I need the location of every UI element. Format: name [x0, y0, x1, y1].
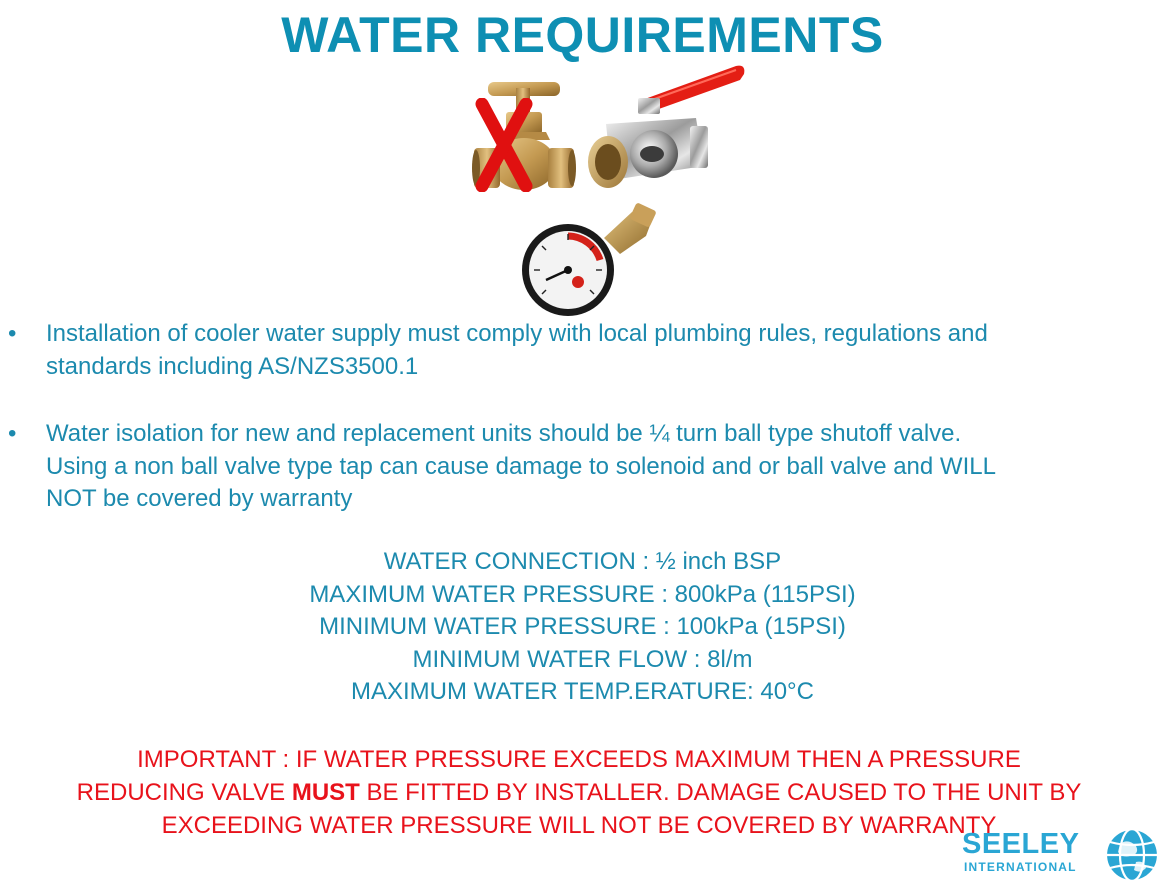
- important-line-2: [0, 776, 1158, 809]
- bullet-line: standards including AS/NZS3500.1: [46, 352, 419, 380]
- spec-min-pressure: MINIMUM WATER PRESSURE : 100kPa (15PSI): [319, 613, 846, 640]
- bullet-line: Installation of cooler water supply must comply with local plumbing rules, regulations and: [46, 320, 988, 347]
- red-x-cross-icon: [474, 98, 534, 192]
- spec-min-flow: MINIMUM WATER FLOW : 8l/m: [412, 645, 753, 673]
- bullet-line: Water isolation for new and replacement units should be ¼ turn ball type shutoff valve.: [46, 420, 962, 447]
- bullet-marker: •: [8, 320, 17, 347]
- ball-valve-icon: [586, 62, 748, 194]
- bullet-marker: •: [8, 420, 17, 447]
- page-title: WATER REQUIREMENTS: [281, 7, 884, 63]
- bullet-line: NOT be covered by warranty: [46, 485, 353, 512]
- emphasis-must: MUST: [291, 779, 360, 806]
- globe-logo-icon: [1104, 826, 1160, 884]
- spec-water-connection: WATER CONNECTION : ½ inch BSP: [383, 548, 782, 575]
- bullet-text: [46, 318, 1136, 383]
- spec-max-pressure: MAXIMUM WATER PRESSURE : 800kPa (115PSI): [309, 580, 856, 608]
- bullet-line: Using a non ball valve type tap can cause damage to solenoid and or ball valve and WILL: [46, 452, 996, 480]
- important-line-1: IMPORTANT : IF WATER PRESSURE EXCEEDS MAXIMUM THEN A PRESSURE: [137, 746, 1021, 773]
- logo-subtitle: INTERNATIONAL: [964, 860, 1077, 874]
- pressure-gauge-icon: [520, 202, 660, 320]
- water-specifications: [0, 546, 1165, 709]
- important-text: REDUCING VALVE: [76, 779, 292, 806]
- bullet-text: [46, 418, 1136, 516]
- logo-wordmark: SEELEY: [962, 828, 1080, 860]
- spec-max-temperature: MAXIMUM WATER TEMP.ERATURE: 40°C: [351, 678, 814, 705]
- important-text: BE FITTED BY INSTALLER. DAMAGE CAUSED TO THE UNIT BY: [359, 779, 1082, 806]
- seeley-international-logo: [962, 826, 1162, 886]
- important-line-3: EXCEEDING WATER PRESSURE WILL NOT BE COVERED BY WARRANTY: [161, 812, 997, 839]
